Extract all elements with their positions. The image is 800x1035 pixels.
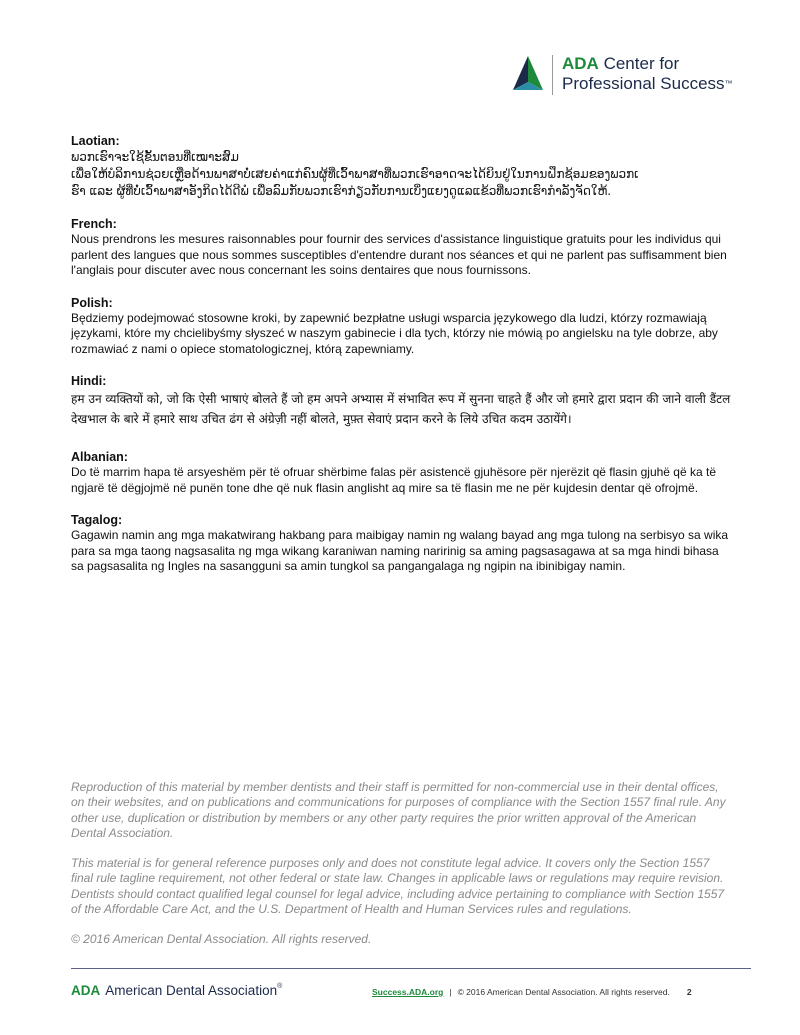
logo-line-1	[562, 54, 679, 74]
heading-laotian: Laotian:	[71, 134, 120, 148]
text-tagalog: Gagawin namin ang mga makatwirang hakbang para maibigay namin ng walang bayad ang mga tulong na serbisyo sa wika para sa mga taong nagsasalita ng mga wikang karaniwan naming naririnig sa aming pagsasagawa at sa mga hindi bihasa sa pagsasalita ng Ingles na sasangguni sa amin tungkol sa pangangalaga ng ngipin na ibinibigay namin.	[71, 528, 729, 573]
reproduction-notice: Reproduction of this material by member dentists and their staff is permitted for non-commercial use in their dental offices, on their websites, and on publications and communications for purposes of compliance with the Section 1557 final rule. Any other use, duplication or distribution by members or any other party requires the prior written approval of the American Dental Association.	[71, 780, 726, 840]
legal-notice: This material is for general reference purposes only and does not constitute legal advice. It covers only the Section 1557 final rule tagline requirement, not other federal or state law. Changes in applicable laws or regulations may require revision. Dentists should contact qualified legal counsel for legal advice, including advice pertaining to compliance with Section 1557 of the Affordable Care Act, and the U.S. Department of Health and Human Services rules and regulations.	[71, 856, 725, 917]
text-albanian: Do të marrim hapa të arsyeshëm për të ofruar shërbime falas për asistencë gjuhësore për njerëzit që flasin gjuhë që ka të ngjarë të dëgjojmë në punën tone dhe që nuk flasin anglisht aq mire sa të flasin me ne për kujdesin dentar që ofrojmë.	[71, 465, 716, 495]
text-french: Nous prendrons les mesures raisonnables pour fournir des services d'assistance linguistique gratuits pour les individus qui parlent des langues que nous sommes susceptibles d'entendre durant nos séances et qui ne parlent pas suffisamment bien l'anglais pour discuter avec nous concernant les soins dentaires que nous fournissons.	[71, 232, 727, 277]
success-ada-link[interactable]: Success.ADA.org	[372, 987, 444, 997]
footer-logo-name: American Dental Association	[105, 983, 278, 998]
section-hindi	[71, 373, 731, 429]
section-polish	[71, 295, 731, 358]
section-albanian	[71, 449, 731, 496]
text-polish: Będziemy podejmować stosowne kroki, by zapewnić bezpłatne usługi wsparcia językowego dla ludzi, którzy rozmawiają językami, które my chcielibyśmy słyszeć w naszym gabinecie i dla tych, którzy nie mówią po angielsku na tyle dobrze, aby rozmawiać z nami o opiece stomatologicznej, którą zapewniamy.	[71, 310, 718, 356]
text-laotian-line-3: ຮົາ ແລະ ຜູ້ທີ່ບໍ່ເວົ້າພາສາອັງກິດໄດ້ດີພໍ ເພື່ອລົມກັບພວກເຮົາກ່ຽວກັບການເບິ່ງແຍງດູແລແຂ້ວທີ່ພວກເຮົາກຳລັງຈັດໃຫ້.	[71, 184, 612, 198]
triangle-logo-icon	[511, 52, 545, 96]
text-laotian-line-1: ພວກເຮົາຈະໃຊ້ຂັ້ນຕອນທີ່ເໝາະສົມ	[71, 150, 239, 164]
footer-copyright: © 2016 American Dental Association. All rights reserved.	[457, 987, 670, 997]
section-tagalog	[71, 512, 731, 575]
logo-ada-text: ADA	[562, 54, 599, 73]
heading-albanian: Albanian:	[71, 450, 128, 464]
logo-line-2	[562, 74, 733, 94]
logo-professional-success: Professional Success	[562, 74, 725, 93]
footer-divider	[71, 968, 751, 969]
heading-tagalog: Tagalog:	[71, 513, 123, 527]
footer-logo-ada: ADA	[71, 983, 101, 998]
logo-center-for: Center for	[603, 54, 680, 73]
disclaimer-copyright: © 2016 American Dental Association. All rights reserved.	[71, 932, 372, 947]
heading-polish: Polish:	[71, 295, 113, 310]
section-french	[71, 216, 731, 279]
ada-cps-logo	[511, 52, 771, 100]
section-laotian	[71, 133, 731, 200]
logo-divider	[552, 55, 553, 95]
footer-meta	[372, 987, 692, 997]
text-laotian-line-2: ເພື່ອໃຫ້ບໍລິການຊ່ວຍເຫຼືອດ້ານພາສາບໍ່ເສຍຄ່າແກ່ຄົນຜູ້ທີ່ເວົ້າພາສາທີ່ພວກເຮົາອາດຈະໄດ້ຍິນຢູ່ໃນການຝຶກຊ້ອມຂອງພວກເ	[71, 167, 639, 181]
footer-ada-logo	[71, 983, 282, 998]
footer-separator: |	[449, 987, 452, 997]
heading-french: French:	[71, 217, 117, 231]
heading-hindi: Hindi:	[71, 374, 107, 388]
registered-symbol: ®	[277, 983, 283, 990]
taglines-content	[71, 133, 731, 591]
disclaimer	[71, 780, 731, 948]
trademark-symbol: ™	[724, 79, 733, 88]
page-number: 2	[686, 987, 692, 997]
text-hindi: हम उन व्यक्तियों को, जो कि ऐसी भाषाएं बोलते हैं जो हम अपने अभ्यास में संभावित रूप में सुनना चाहते हैं और जो हमारे द्वारा प्रदान की जाने वाली डैंटल देखभाल के बारे में हमारे साथ उचित ढंग से अंग्रेज़ी नहीं बोलते, मुफ़्त सेवाएं प्रदान करने के लिये उचित कदम उठायेंगे।	[71, 392, 731, 426]
